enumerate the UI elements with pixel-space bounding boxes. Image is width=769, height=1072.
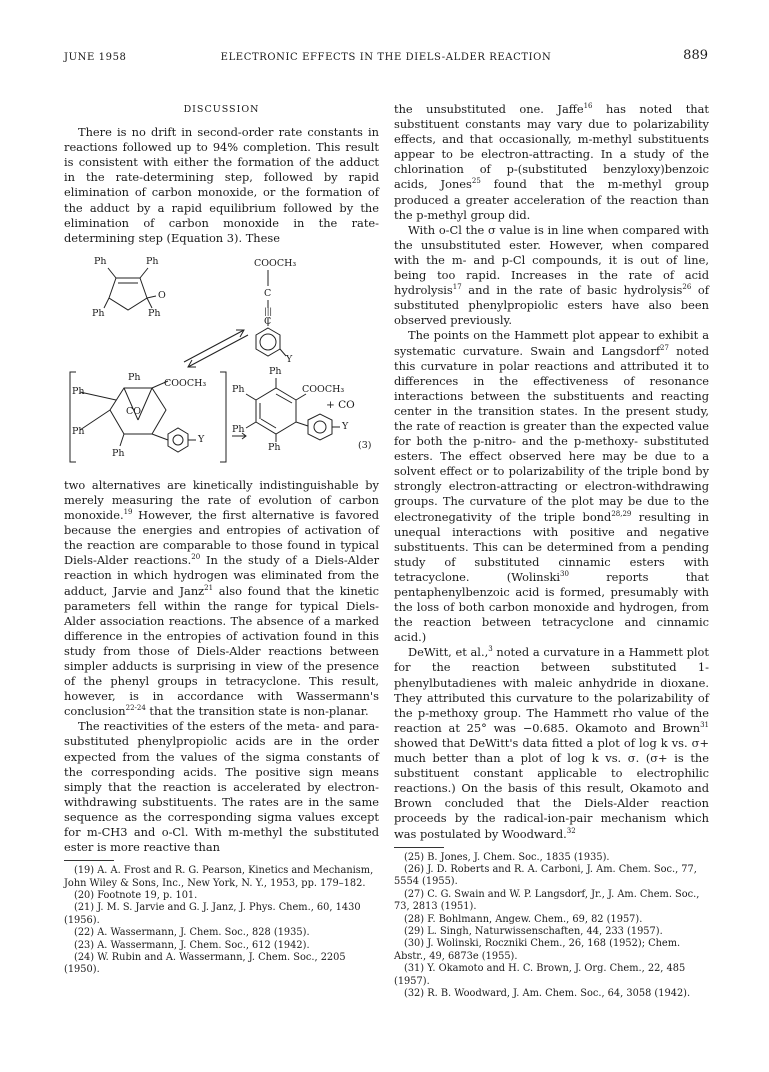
header-date: JUNE 1958 xyxy=(64,52,127,63)
footnote-21: (21) J. M. S. Jarvie and G. J. Janz, J. Phys. Chem., 60, 1430 (1956). xyxy=(64,902,361,926)
footnote-22: (22) A. Wassermann, J. Chem. Soc., 828 (1935). xyxy=(74,927,310,939)
footnote-28: (28) F. Bohlmann, Angew. Chem., 69, 82 (1957). xyxy=(404,913,643,925)
footnote-19: (19) A. A. Frost and R. G. Pearson, Kinetics and Mechanism, John Wiley & Sons, Inc., New York, N. Y., 1953, pp. 179–182. xyxy=(64,865,374,889)
int-ph-top: Ph xyxy=(128,371,141,383)
page-number: 889 xyxy=(683,48,708,63)
int-ph-left: Ph xyxy=(72,385,85,397)
tc-ph-1: Ph xyxy=(94,255,107,267)
paragraph-r2: With o-Cl the σ value is in line when compared with the unsubstituted ester. However, when compared with the m- and p-Cl compounds, it is out of line, being too rapid. Increases in the rate of acid hydrolysis$^{17}$ and in the rate of basic hydrolysis$^{26}$ of substituted phenylpropiolic esters have also been observed previously. xyxy=(394,222,709,328)
footnote-rule-right xyxy=(394,847,444,848)
section-title: DISCUSSION xyxy=(183,104,260,115)
alkyne-c1: C xyxy=(264,287,272,299)
footnotes-right xyxy=(394,852,709,1001)
prod-ph-mid-left: Ph xyxy=(232,423,245,435)
tc-ph-2: Ph xyxy=(146,255,159,267)
prod-ph-bottom: Ph xyxy=(268,441,281,453)
header-title: ELECTRONIC EFFECTS IN THE DIELS-ALDER REACTION xyxy=(220,52,552,63)
paragraph-3: The reactivities of the esters of the meta- and para-substituted phenylpropiolic acids are in the order expected from the values of the sigma constants of the corresponding acids. The positive sign means simply that the reaction is accelerated by electron-withdrawing substituents. The rates are in the same sequence as the corresponding sigma values except for m-CH3 and o-Cl. With m-methyl the substituted ester is more reactive than xyxy=(64,719,379,855)
right-column xyxy=(394,102,709,1000)
prod-y: Y xyxy=(342,420,349,432)
footnote-24: (24) W. Rubin and A. Wassermann, J. Chem. Soc., 2205 (1950). xyxy=(64,952,346,976)
reaction-scheme xyxy=(64,250,379,472)
footnote-31: (31) Y. Okamoto and H. C. Brown, J. Org. Chem., 22, 485 (1957). xyxy=(394,963,686,987)
paragraph-r3: The points on the Hammett plot appear to exhibit a systematic curvature. Swain and Langsdorf$^{27}$ noted this curvature in polar reactions and attributed it to differences in the effectiveness of resonance interactions between the substituents and reacting center in the transition states. In the present study, the rate of reaction is greater than the expected value for both the p-nitro- and the p-methoxy- substituted esters. The effect observed here may be due to a solvent effect or to polarizability of the triple bond by strongly electron-attracting or electron-withdrawing groups. The curvature of the plot may be due to the electronegativity of the triple bond$^{28,29}$ resulting in unequal interactions with positive and negative substituents. This can be determined from a pending study of substituted cinnamic esters with tetracyclone. (Wolinski$^{30}$ reports that pentaphenylbenzoic acid is formed, presumably with the loss of both carbon monoxide and hydrogen, from the reaction between tetracyclone and cinnamic acid.) xyxy=(394,328,709,645)
footnote-27: (27) C. G. Swain and W. P. Langsdorf, Jr., J. Am. Chem. Soc., 73, 2813 (1951). xyxy=(394,888,700,913)
footnote-32: (32) R. B. Woodward, J. Am. Chem. Soc., 64, 3058 (1942). xyxy=(404,988,691,1000)
int-ester: COOCH₃ xyxy=(164,377,207,389)
int-ph-bottom-left: Ph xyxy=(72,425,85,437)
footnote-25: (25) B. Jones, J. Chem. Soc., 1835 (1935). xyxy=(404,851,610,863)
alkyne-ester: COOCH₃ xyxy=(254,257,297,269)
tc-ph-3: Ph xyxy=(92,307,105,319)
footnote-23: (23) A. Wassermann, J. Chem. Soc., 612 (1942). xyxy=(74,939,310,951)
tc-ph-4: Ph xyxy=(148,307,161,319)
alkyne-triple-bond: ||| xyxy=(264,306,273,316)
prod-ester: COOCH₃ xyxy=(302,383,345,395)
alkyne-c2: C xyxy=(264,315,272,327)
int-ph-bottom: Ph xyxy=(112,447,125,459)
paragraph-1: There is no drift in second-order rate constants in reactions followed up to 94% completion. This result is consistent with either the formation of the adduct in the rate-determining step, followed by rapid elimination of carbon monoxide, or the formation of the adduct by a rapid equilibrium followed by the elimination of carbon monoxide in the rate-determining step (Equation 3). These xyxy=(64,125,379,245)
tc-oxo: O xyxy=(158,289,166,301)
footnote-26: (26) J. D. Roberts and R. A. Carboni, J. Am. Chem. Soc., 77, 5554 (1955). xyxy=(394,864,697,888)
footnotes-left xyxy=(64,865,379,977)
scheme-drawing xyxy=(64,250,379,472)
footnote-rule xyxy=(64,860,114,861)
left-column xyxy=(64,102,379,977)
plus-carbon-monoxide: + CO xyxy=(326,398,355,411)
equation-number: (3) xyxy=(358,439,372,451)
footnote-20: (20) Footnote 19, p. 101. xyxy=(74,890,198,901)
paragraph-2: two alternatives are kinetically indistinguishable by merely measuring the rate of evolution of carbon monoxide.$^{19}$ However, the first alternative is favored because the energies and entropies of activation of the reaction are comparable to those found in typical Diels-Alder reactions.$^{20}$ In the study of a Diels-Alder reaction in which hydrogen was eliminated from the adduct, Jarvie and Janz$^{21}$ also found that the kinetic parameters fell within the range for typical Diels-Alder association reactions. The absence of a marked difference in the entropies of activation found in this study from those of Diels-Alder reactions between simpler adducts is surprising in view of the presence of the phenyl groups in tetracyclone. This result, however, is in accordance with Wassermann's conclusion$^{22-24}$ that the transition state is non-planar. xyxy=(64,477,380,719)
alkyne-y: Y xyxy=(286,353,293,365)
int-co-bridge: CO xyxy=(126,405,142,417)
running-header xyxy=(64,48,708,68)
int-y: Y xyxy=(198,433,205,445)
footnote-30: (30) J. Wolinski, Roczniki Chem., 26, 168 (1952); Chem. Abstr., 49, 6873e (1955). xyxy=(394,938,681,962)
paragraph-r4: DeWitt, et al.,$^3$ noted a curvature in a Hammett plot for the reaction between substituted 1-phenylbutadienes with maleic anhydride in dioxane. They attributed this curvature to the polarizability of the p-methoxy group. The Hammett rho value of the reaction at 25° was −0.685. Okamoto and Brown$^{31}$ showed that DeWitt's data fitted a plot of log k vs. σ+ much better than a plot of log k vs. σ. (σ+ is the substituent constant applicable to electrophilic reactions.) On the basis of this result, Okamoto and Brown concluded that the Diels-Alder reaction proceeds by the radical-ion-pair mechanism which was postulated by Woodward.$^{32}$ xyxy=(394,645,709,841)
footnote-29: (29) L. Singh, Naturwissenschaften, 44, 233 (1957). xyxy=(404,926,663,938)
prod-ph-top: Ph xyxy=(269,365,282,377)
paragraph-r1: the unsubstituted one. Jaffe$^{16}$ has noted that substituent constants may vary due to polarizability effects, and that occasionally, m-methyl substituents appear to be electron-attracting. In a study of the chlorination of p-(substituted benzyloxy)benzoic acids, Jones$^{25}$ found that the m-methyl group produced a greater acceleration of the reaction than the p-methyl group did. xyxy=(394,102,710,222)
prod-ph-left: Ph xyxy=(232,383,245,395)
